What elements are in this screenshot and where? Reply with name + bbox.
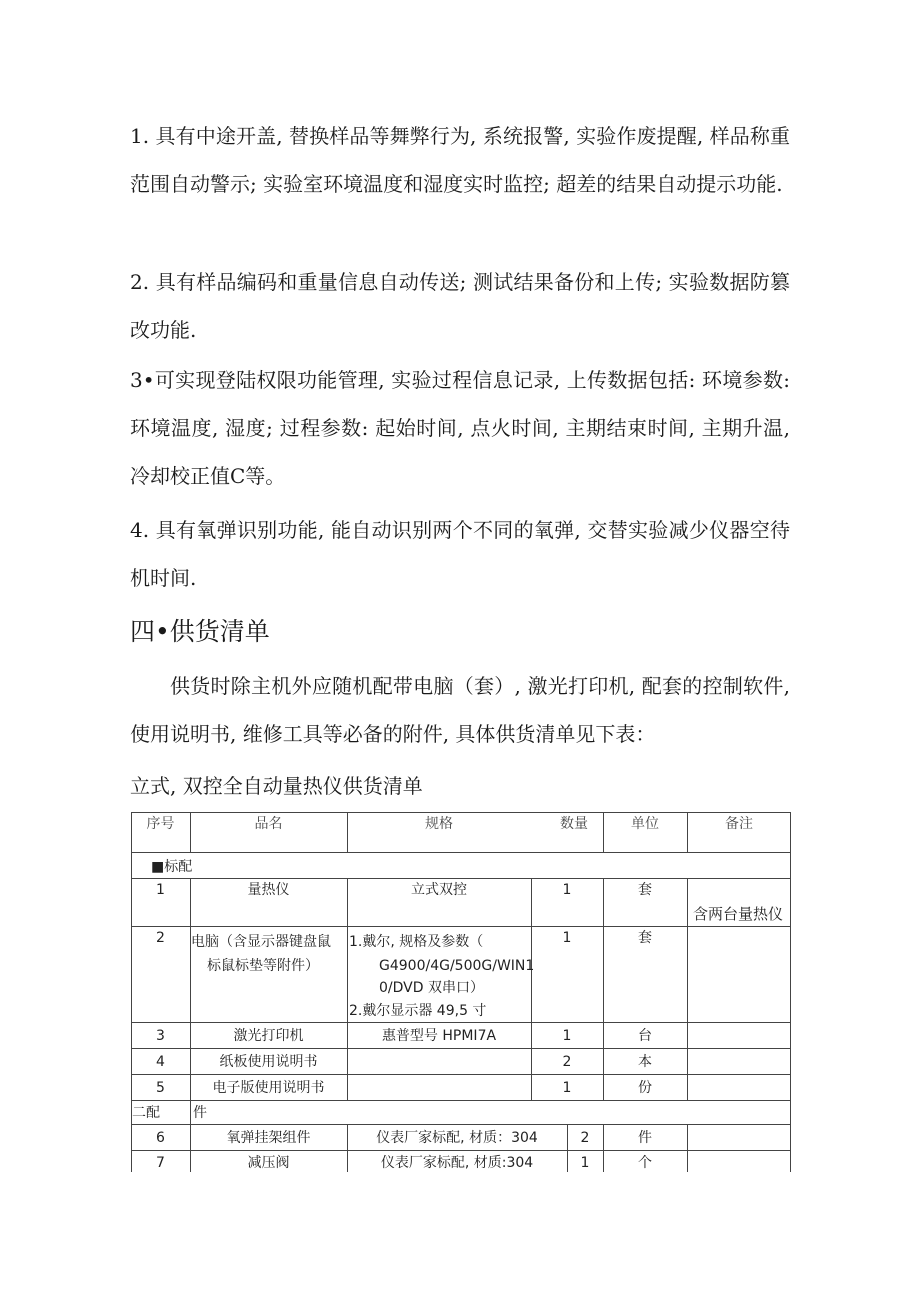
row5-name: 电子版使用说明书 — [212, 1080, 325, 1096]
row1-qty: 1 — [562, 882, 572, 898]
header-no: 序号 — [146, 816, 175, 832]
row2-spec-line3: 0/DVD 双串口） — [379, 980, 484, 996]
row1-unit: 套 — [638, 882, 652, 898]
row3-spec: 惠普型号 HPMI7A — [381, 1028, 497, 1044]
row2-spec-line2: G4900/4G/500G/WIN1 — [379, 958, 535, 974]
paragraph-3: 3•可实现登陆权限功能管理, 实验过程信息记录, 上传数据包括: 环境参数: 环境温度, 湿度; 过程参数: 起始时间, 点火时间, 主期结束时间, 主期升温, 冷却校正值C等。 — [130, 368, 790, 488]
row2-unit: 套 — [638, 930, 652, 946]
row1-no: 1 — [156, 882, 165, 898]
row1-spec: 立式双控 — [411, 882, 467, 898]
header-unit: 单位 — [631, 816, 659, 832]
row4-name: 纸板使用说明书 — [219, 1054, 318, 1070]
intro-paragraph: 供货时除主机外应随机配带电脑（套）, 激光打印机, 配套的控制软件, 使用说明书, 维修工具等必备的附件, 具体供货清单见下表： — [130, 674, 790, 746]
paragraph-1: 1. 具有中途开盖, 替换样品等舞弊行为, 系统报警, 实验作废提醒, 样品称重范围自动警示; 实验室环境温度和湿度实时监控; 超差的结果自动提示功能. — [130, 124, 790, 196]
row7-unit: 个 — [638, 1155, 652, 1171]
header-name: 品名 — [254, 816, 283, 832]
row6-unit: 件 — [638, 1130, 652, 1146]
row7-no: 7 — [156, 1155, 165, 1171]
row5-no: 5 — [156, 1080, 165, 1096]
row4-no: 4 — [156, 1054, 165, 1070]
row2-qty: 1 — [562, 930, 572, 946]
row3-name: 激光打印机 — [233, 1028, 304, 1044]
row6-no: 6 — [156, 1130, 165, 1146]
row5-unit: 份 — [638, 1080, 652, 1096]
row2-name-line1: 电脑（含显示器键盘鼠 — [191, 934, 331, 950]
row2-spec-line1: 1.戴尔, 规格及参数（ — [349, 934, 484, 950]
group-standard-label: ■标配 — [151, 859, 193, 875]
row1-note: 含两台量热仪 — [693, 905, 784, 923]
header-qty: 数量 — [560, 816, 588, 832]
group-accessories-label-a: 二配 — [132, 1105, 160, 1121]
row7-name: 减压阀 — [247, 1155, 290, 1171]
row6-name: 氧弹挂架组件 — [226, 1130, 311, 1146]
row7-qty: 1 — [580, 1155, 590, 1171]
row3-qty: 1 — [562, 1028, 572, 1044]
section-heading: 四•供货清单 — [130, 617, 270, 646]
row3-no: 3 — [156, 1028, 165, 1044]
row7-spec: 仪表厂家标配, 材质:304 — [380, 1155, 534, 1171]
row2-name-line2: 标鼠标垫等附件） — [207, 958, 319, 974]
header-spec: 规格 — [425, 816, 453, 832]
group-accessories-label-b: 件 — [193, 1105, 207, 1121]
table-caption: 立式, 双控全自动量热仪供货清单 — [130, 774, 423, 798]
row2-spec-line4: 2.戴尔显示器 49,5 寸 — [349, 1003, 487, 1019]
row3-unit: 台 — [638, 1028, 652, 1044]
paragraph-4: 4. 具有氧弹识别功能, 能自动识别两个不同的氧弹, 交替实验减少仪器空待机时间. — [130, 518, 790, 590]
row4-unit: 本 — [638, 1054, 652, 1070]
row4-qty: 2 — [562, 1054, 572, 1070]
paragraph-2: 2. 具有样品编码和重量信息自动传送; 测试结果备份和上传; 实验数据防篡改功能. — [130, 270, 790, 342]
row2-no: 2 — [156, 930, 165, 946]
header-note: 备注 — [725, 816, 753, 832]
supply-table — [131, 812, 791, 1172]
row6-spec: 仪表厂家标配, 材质：304 — [376, 1130, 538, 1146]
row1-name: 量热仪 — [247, 882, 290, 898]
row6-qty: 2 — [580, 1130, 590, 1146]
row5-qty: 1 — [562, 1080, 572, 1096]
